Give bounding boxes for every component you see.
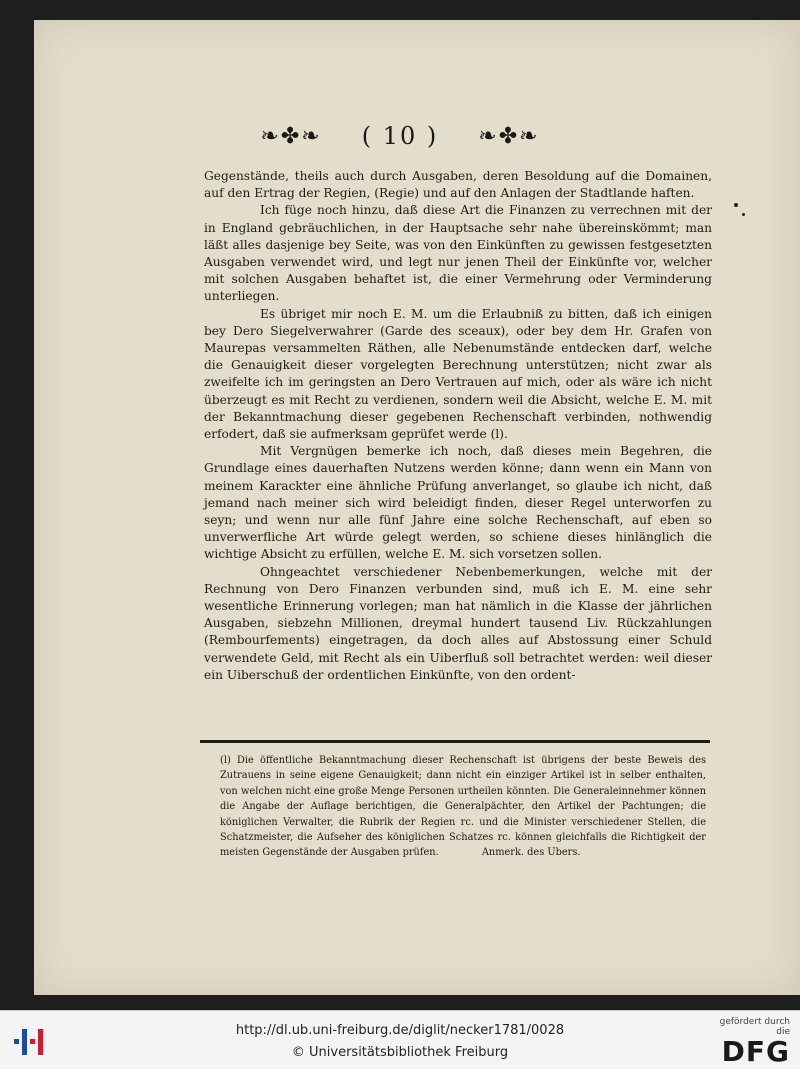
footnote-separator [200,740,710,743]
dfg-caption: gefördert durch die [719,1017,790,1037]
viewer-footer [0,1010,800,1069]
body-text [204,168,712,684]
page-number: ( 10 ) [361,122,439,150]
dfg-funding[interactable] [704,1017,790,1068]
paragraph-5: Ohngeachtet verschiedener Nebenbemerkungen, welche mit der Rechnung von Dero Finanzen verbunden sind, muß ich E. M. eine sehr wesentliche Erinnerung vorlegen; man hat nämlich in die Klasse der jährlichen Ausgaben, siebzehn Millionen, dreymal hundert tausend Liv. Rückzahlungen (Rembourfements) eingetragen, da doch alles auf Abstossung einer Schuld verwendete Geld, mit Recht als ein Uiberfluß soll betrachtet werden: weil dieser ein Uiberschuß der ordentlichen Einkünfte, von den ordent- [204,564,712,682]
paragraph-2: Ich füge noch hinzu, daß diese Art die Finanzen zu verrechnen mit der in England gebräuchlichen, in der Hauptsache sehr nahe übereinskömmt; man läßt alles dasjenige bey Seite, was von den Einkünften zu gewissen festgesetzten Ausgaben verwendet wird, und legt nur jenen Theil der Einkünfte vor, welcher mit solchen Ausgaben behaftet ist, die einer Vermehrung oder Verminderung unterliegen. [204,203,712,304]
footnote-text: (l) Die öffentliche Bekanntmachung dieser Rechenschaft ist übrigens der beste Beweis des Zutrauens in seine eigene Genauigkeit; dann nicht ein einziger Artikel ist in selber enthalten, von welchen nicht eine große Menge Personen urtheilen könnten. Die Generaleinnehmer können die Angabe der Auflage berichtigen, die Generalpächter, den Artikel der Pachtungen; die königlichen Verwalter, die Rubrik der Regien rc. und die Minister verschiedener Stellen, die Schatzmeister, die Aufseher des königlichen Schatzes rc. können gleichfalls die Richtigkeit der meisten Gegenstände der Ausgaben prüfen. [220,755,706,859]
paragraph-3: Es übriget mir noch E. M. um die Erlaubniß zu bitten, daß ich einigen bey Dero Siegelverwahrer (Garde des sceaux), oder bey dem Hr. Grafen von Maurepas versammelten Räthen, alle Nebenumstände entdecken darf, welche die Genauigkeit dieser vorgelegten Berechnung unterstützen; nicht zwar als zweifelte ich im geringsten an Dero Vertrauen auf mich, oder als wäre ich nicht überzeugt es mit Recht zu verdienen, sondern weil die Absicht, welche E. M. mit der Bekanntmachung dieser gegebenen Rechenschaft verbinden, nothwendig erfodert, daß sie aufmerksam geprüfet werde (l). [204,306,712,442]
ink-speck [734,203,738,207]
footnote [220,753,706,861]
dfg-logo: DFG [721,1035,790,1068]
document-url[interactable]: http://dl.ub.uni-freiburg.de/diglit/necker1781/0028 [235,1023,565,1038]
ink-speck [742,213,745,216]
page-header [0,116,800,156]
paragraph-1: Gegenstände, theils auch durch Ausgaben, deren Besoldung auf die Domainen, auf den Ertrag der Regien, (Regie) und auf den Anlagen der Stadtlande haften. [204,169,712,201]
footnote-author: Anmerk. des Ubers. [481,847,581,859]
ornament-right-icon: ❧✤❧ [478,123,540,149]
copyright-notice: © Universitätsbibliothek Freiburg [291,1045,509,1060]
paragraph-4: Mit Vergnügen bemerke ich noch, daß dieses mein Begehren, die Grundlage eines dauerhaften Nutzens werden könne; dann wenn ein Mann von meinem Karackter eine ähnliche Prüfung anverlanget, so glaube ich nicht, daß jemand nach meiner sich wird beleidigt finden, dieser Regel unterworfen zu seyn; und wenn nur alle fünf Jahre eine solche Rechenschaft, auf eben so unverwerfliche Art würde gelegt werden, so schiene dieses hinlänglich die wichtige Absicht zu erfüllen, welche E. M. sich vorsetzen sollen. [204,444,712,562]
ornament-left-icon: ❧✤❧ [260,123,322,149]
